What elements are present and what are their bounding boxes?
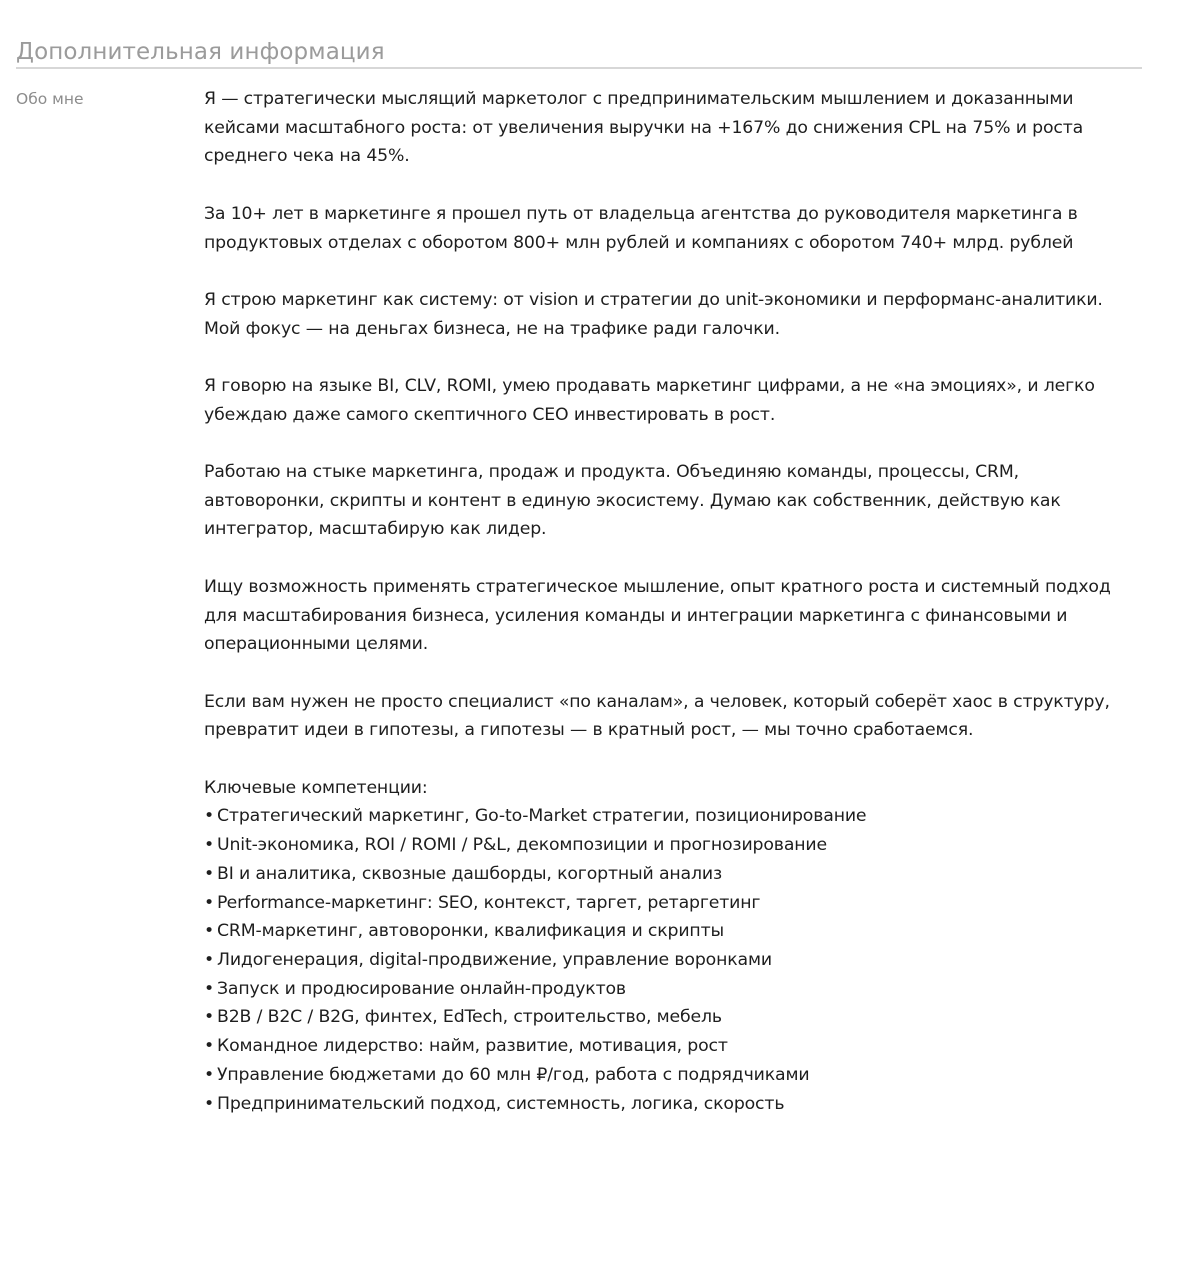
bullet: • (204, 1093, 215, 1114)
competency-text: B2B / B2C / B2G, финтех, EdTech, строительство, мебель (217, 1007, 722, 1028)
about-paragraph: Работаю на стыке маркетинга, продаж и продукта. Объединяю команды, процессы, CRM, автоворонки, скрипты и контент в единую экосистему. Думаю как собственник, действую как интегратор, масштабирую как лидер. (204, 462, 1061, 540)
bullet: • (204, 921, 215, 942)
competency-text: Лидогенерация, digital-продвижение, управление воронками (217, 949, 772, 970)
competency-text: Стратегический маркетинг, Go-to-Market стратегии, позиционирование (217, 806, 867, 827)
competency-text: Управление бюджетами до 60 млн ₽/год, работа с подрядчиками (217, 1064, 810, 1085)
competencies-list (204, 802, 1142, 1118)
section-divider (16, 67, 1142, 69)
bullet: • (204, 1036, 215, 1057)
competency-item (204, 1090, 1142, 1119)
about-paragraph: Я — стратегически мыслящий маркетолог с предпринимательским мышлением и доказанными кейсами масштабного роста: от увеличения выручки на +167% до снижения CPL на 75% и роста среднего чека на 45%. (204, 89, 1084, 167)
competency-text: Performance-маркетинг: SEO, контекст, таргет, ретаргетинг (217, 892, 761, 913)
competency-item (204, 917, 1142, 946)
bullet: • (204, 863, 215, 884)
competency-item (204, 802, 1142, 831)
competency-text: Командное лидерство: найм, развитие, мотивация, рост (217, 1036, 728, 1057)
bullet: • (204, 1007, 215, 1028)
competency-item (204, 946, 1142, 975)
about-paragraph: Если вам нужен не просто специалист «по каналам», а человек, который соберёт хаос в структуру, превратит идеи в гипотезы, а гипотезы — в кратный рост, — мы точно сработаемся. (204, 691, 1110, 741)
competency-text: Запуск и продюсирование онлайн-продуктов (217, 978, 626, 999)
competency-item (204, 975, 1142, 1004)
about-text (204, 85, 1142, 1118)
competency-item (204, 1003, 1142, 1032)
competency-text: Unit-экономика, ROI / ROMI / P&L, декомпозиции и прогнозирование (217, 835, 827, 856)
competency-item (204, 860, 1142, 889)
competency-text: Предпринимательский подход, системность, логика, скорость (217, 1093, 785, 1114)
competency-item (204, 1061, 1142, 1090)
bullet: • (204, 949, 215, 970)
about-label: Обо мне (16, 90, 84, 108)
competency-item (204, 889, 1142, 918)
bullet: • (204, 835, 215, 856)
about-paragraph: За 10+ лет в маркетинге я прошел путь от владельца агентства до руководителя маркетинга в продуктовых отделах с оборотом 800+ млн рублей и компаниях с оборотом 740+ млрд. рублей (204, 203, 1078, 253)
competency-item (204, 1032, 1142, 1061)
about-row (16, 85, 1142, 1118)
competency-text: BI и аналитика, сквозные дашборды, когортный анализ (217, 863, 722, 884)
bullet: • (204, 806, 215, 827)
competency-item (204, 831, 1142, 860)
about-paragraph: Я строю маркетинг как систему: от vision и стратегии до unit-экономики и перформанс-аналитики. Мой фокус — на деньгах бизнеса, не на трафике ради галочки. (204, 289, 1103, 339)
bullet: • (204, 892, 215, 913)
competencies-heading: Ключевые компетенции: (204, 777, 428, 798)
section-title: Дополнительная информация (16, 39, 385, 65)
additional-info-section (16, 0, 1142, 1118)
bullet: • (204, 1064, 215, 1085)
competency-text: CRM-маркетинг, автоворонки, квалификация и скрипты (217, 921, 724, 942)
about-paragraph: Ищу возможность применять стратегическое мышление, опыт кратного роста и системный подход для масштабирования бизнеса, усиления команды и интеграции маркетинга с финансовыми и операционными целями. (204, 576, 1111, 655)
bullet: • (204, 978, 215, 999)
about-paragraph: Я говорю на языке BI, CLV, ROMI, умею продавать маркетинг цифрами, а не «на эмоциях», и легко убеждаю даже самого скептичного CEO инвестировать в рост. (204, 375, 1095, 425)
